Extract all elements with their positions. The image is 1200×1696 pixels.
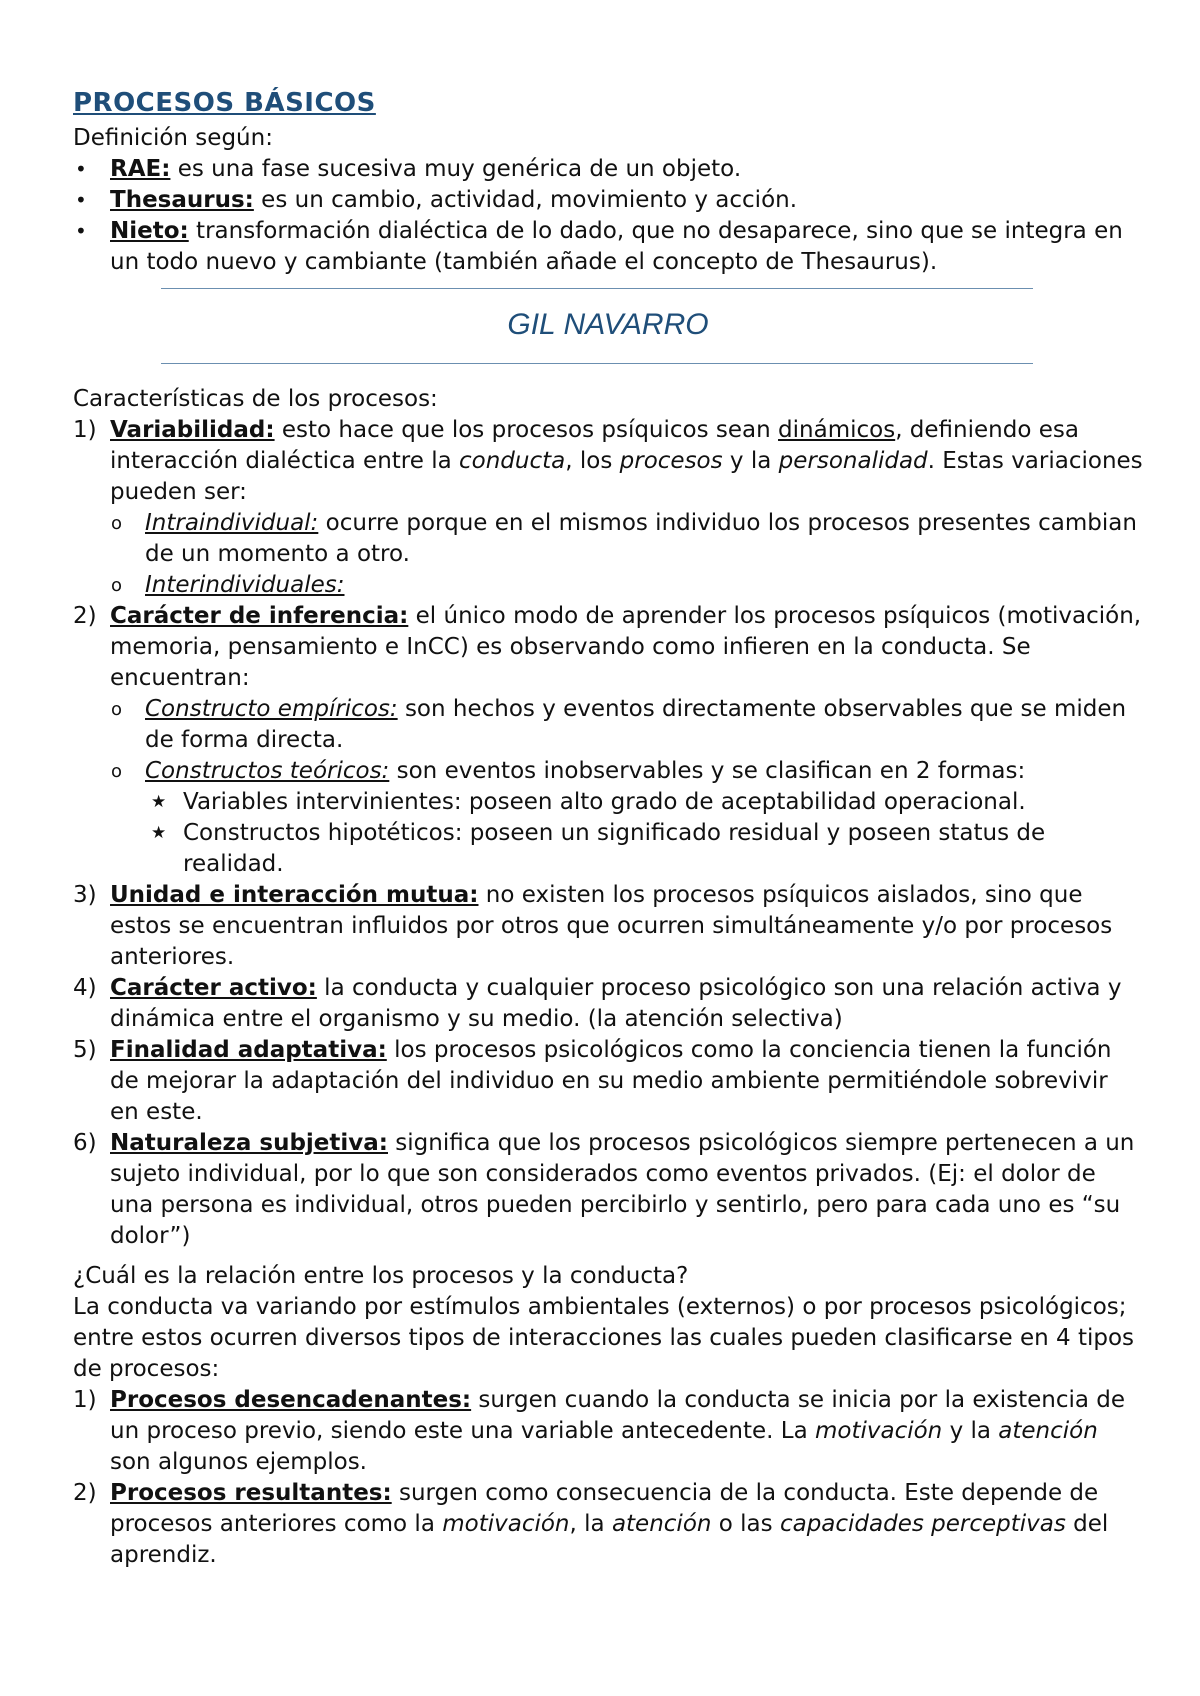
document-page <box>73 85 1143 1571</box>
process-type-text: y la <box>942 1418 999 1444</box>
characteristic-item-4 <box>73 973 1143 1035</box>
definition-term: Thesaurus: <box>110 187 254 213</box>
subitem-constructos-teoricos <box>73 756 1143 787</box>
characteristic-text: la conducta y cualquier proceso psicológico son una relación activa y dinámica entre el organismo y su medio. (la atención selectiva) <box>110 975 1122 1032</box>
definition-item-rae <box>73 154 1143 185</box>
characteristic-term: Carácter activo: <box>110 975 317 1001</box>
author-heading: GIL NAVARRO <box>507 308 709 341</box>
process-type-text: o las <box>711 1511 780 1537</box>
subsubitem-variables-intervinientes <box>73 787 1143 818</box>
circle-bullet-icon: o <box>111 699 123 720</box>
divider-top <box>161 288 1033 289</box>
definition-text: transformación dialéctica de lo dado, que no desaparece, sino que se integra en un todo nuevo y cambiante (también añade el concepto de Thesaurus). <box>110 218 1123 275</box>
question: ¿Cuál es la relación entre los procesos y la conducta? <box>73 1263 689 1289</box>
star-bullet-icon: ★ <box>151 792 167 812</box>
item-number: 3) <box>73 882 97 908</box>
characteristic-term: Variabilidad: <box>110 417 275 443</box>
item-number: 1) <box>73 1387 97 1413</box>
divider-bottom <box>161 363 1033 364</box>
item-number: 2) <box>73 1480 97 1506</box>
definition-text: es una fase sucesiva muy genérica de un objeto. <box>170 156 742 182</box>
subitem-term: Interindividuales: <box>145 572 345 598</box>
characteristic-term: Carácter de inferencia: <box>110 603 409 629</box>
subitem-text: son eventos inobservables y se clasifican en 2 formas: <box>389 758 1026 784</box>
italic-word: motivación <box>814 1418 943 1444</box>
subitem-interindividuales <box>73 570 1143 601</box>
characteristic-item-5 <box>73 1035 1143 1128</box>
characteristics-list <box>73 415 1143 1252</box>
process-type-text: surgen cuando la conducta se inicia por la existencia de un proceso previo, siendo este una variable antecedente. La <box>110 1387 1126 1444</box>
document-title: PROCESOS BÁSICOS <box>73 88 376 118</box>
characteristic-text: el único modo de aprender los procesos psíquicos (motivación, memoria, pensamiento e InCC) es observando como infieren en la conducta. Se encuentran: <box>110 603 1142 691</box>
characteristic-text: , definiendo esa interacción dialéctica entre la <box>110 417 1079 474</box>
characteristics-intro: Características de los procesos: <box>73 386 438 412</box>
characteristic-term: Finalidad adaptativa: <box>110 1037 387 1063</box>
italic-word: atención <box>998 1418 1098 1444</box>
definition-intro: Definición según: <box>73 125 273 151</box>
bullet-icon: • <box>75 219 87 243</box>
process-type-term: Procesos resultantes: <box>110 1480 392 1506</box>
italic-word: personalidad <box>778 448 928 474</box>
characteristic-item-1 <box>73 415 1143 508</box>
characteristic-term: Naturaleza subjetiva: <box>110 1130 388 1156</box>
process-type-term: Procesos desencadenantes: <box>110 1387 472 1413</box>
item-number: 2) <box>73 603 97 629</box>
definition-term: Nieto: <box>110 218 189 244</box>
definition-item-thesaurus <box>73 185 1143 216</box>
process-type-text: son algunos ejemplos. <box>110 1449 367 1475</box>
star-bullet-icon: ★ <box>151 823 167 843</box>
characteristic-term: Unidad e interacción mutua: <box>110 882 479 908</box>
circle-bullet-icon: o <box>111 761 123 782</box>
italic-word: motivación <box>442 1511 570 1537</box>
process-type-item-1 <box>73 1385 1143 1478</box>
circle-bullet-icon: o <box>111 575 123 596</box>
definition-item-nieto <box>73 216 1143 278</box>
subitem-text: ocurre porque en el mismos individuo los procesos presentes cambian de un momento a otro. <box>145 510 1137 567</box>
subitem-term: Constructos teóricos: <box>145 758 390 784</box>
characteristic-text: esto hace que los procesos psíquicos sean <box>274 417 779 443</box>
subsubitem-constructos-hipoteticos <box>73 818 1143 880</box>
process-type-text: surgen como consecuencia de la conducta. Este depende de procesos anteriores como la <box>110 1480 1099 1537</box>
characteristic-item-6 <box>73 1128 1143 1252</box>
definition-list <box>73 154 1143 278</box>
subitem-intraindividual <box>73 508 1143 570</box>
characteristic-text: no existen los procesos psíquicos aislados, sino que estos se encuentran influidos por otros que ocurren simultáneamente y/o por procesos anteriores. <box>110 882 1113 970</box>
italic-word: atención <box>611 1511 712 1537</box>
subitem-constructo-empiricos <box>73 694 1143 756</box>
definition-text: es un cambio, actividad, movimiento y acción. <box>253 187 798 213</box>
process-type-text: , la <box>569 1511 612 1537</box>
process-type-text: del aprendiz. <box>110 1511 1109 1568</box>
bullet-icon: • <box>75 157 87 181</box>
process-types-list <box>73 1385 1143 1571</box>
answer: La conducta va variando por estímulos ambientales (externos) o por procesos psicológicos; entre estos ocurren diversos tipos de interacciones las cuales pueden clasificarse en 4 tipos de procesos: <box>73 1294 1135 1382</box>
characteristic-text: significa que los procesos psicológicos siempre pertenecen a un sujeto individual, por lo que son considerados como eventos privados. (Ej: el dolor de una persona es individual, otros pueden percibirlo y sentirlo, pero para cada uno es “su dolor”) <box>110 1130 1135 1249</box>
characteristic-text: , los <box>565 448 620 474</box>
italic-word: capacidades perceptivas <box>779 1511 1066 1537</box>
item-number: 6) <box>73 1130 97 1156</box>
italic-word: procesos <box>619 448 723 474</box>
characteristic-item-3 <box>73 880 1143 973</box>
characteristic-text: . Estas variaciones pueden ser: <box>110 448 1143 505</box>
characteristic-text: y la <box>722 448 779 474</box>
bullet-icon: • <box>75 188 87 212</box>
spacer <box>73 1252 1143 1261</box>
italic-word: conducta <box>459 448 566 474</box>
item-number: 4) <box>73 975 97 1001</box>
characteristic-text: los procesos psicológicos como la conciencia tienen la función de mejorar la adaptación del individuo en su medio ambiente permitiéndole sobrevivir en este. <box>110 1037 1112 1125</box>
subsubitem-text: Variables intervinientes: poseen alto grado de aceptabilidad operacional. <box>183 789 1026 815</box>
subitem-text: son hechos y eventos directamente observables que se miden de forma directa. <box>145 696 1127 753</box>
subsubitem-text: Constructos hipotéticos: poseen un significado residual y poseen status de realidad. <box>183 820 1046 877</box>
process-type-item-2 <box>73 1478 1143 1571</box>
subitem-term: Constructo empíricos: <box>145 696 398 722</box>
item-number: 5) <box>73 1037 97 1063</box>
definition-term: RAE: <box>110 156 171 182</box>
subitem-term: Intraindividual: <box>145 510 319 536</box>
underlined-word: dinámicos <box>778 417 896 443</box>
circle-bullet-icon: o <box>111 513 123 534</box>
item-number: 1) <box>73 417 97 443</box>
characteristic-item-2 <box>73 601 1143 694</box>
